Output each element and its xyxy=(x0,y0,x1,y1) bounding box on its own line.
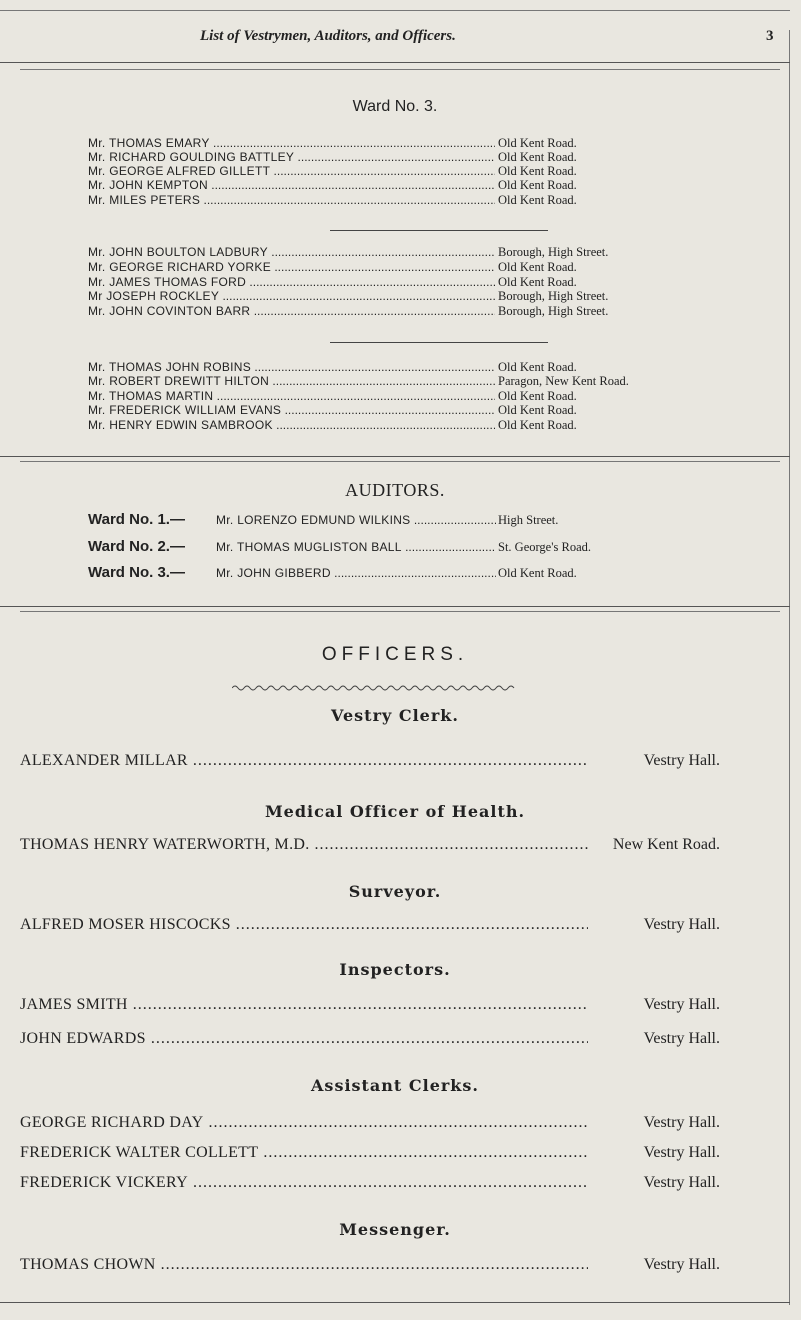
vestryman-name: Mr. JOHN BOULTON LADBURY ..... xyxy=(88,245,495,259)
officer-row xyxy=(20,1144,720,1164)
role-title-inspectors: Inspectors. xyxy=(339,960,451,979)
bottom-rule xyxy=(0,1302,790,1303)
vestryman-name: Mr. MILES PETERS ..... xyxy=(88,193,495,207)
vestryman-name: Mr. FREDERICK WILLIAM EVANS ..... xyxy=(88,403,495,417)
officer-name: THOMAS HENRY WATERWORTH, M.D. ..... xyxy=(20,836,588,854)
vestryman-name: Mr. ROBERT DREWITT HILTON ..... xyxy=(88,374,495,388)
officer-name: GEORGE RICHARD DAY ..... xyxy=(20,1114,588,1132)
officer-address: Vestry Hall. xyxy=(643,1144,720,1161)
page-header xyxy=(0,28,790,52)
wavy-ornament xyxy=(232,684,517,692)
officer-name: JAMES SMITH ..... xyxy=(20,996,588,1014)
header-rule xyxy=(0,62,790,63)
vestryman-name: Mr. GEORGE RICHARD YORKE ..... xyxy=(88,260,495,274)
top-rule xyxy=(0,10,790,11)
auditor-row xyxy=(88,513,708,533)
officer-row xyxy=(20,1174,720,1194)
vestryman-name: Mr. JOHN COVINTON BARR ..... xyxy=(88,304,495,318)
officer-row xyxy=(20,916,720,936)
vestryman-address: Borough, High Street. xyxy=(498,304,609,318)
officer-name: JOHN EDWARDS ..... xyxy=(20,1030,588,1048)
vestryman-address: Old Kent Road. xyxy=(498,418,577,432)
auditor-row xyxy=(88,566,708,586)
officer-address: Vestry Hall. xyxy=(643,1030,720,1047)
page-number: 3 xyxy=(766,28,774,44)
auditor-name: Mr. LORENZO EDMUND WILKINS ..... xyxy=(216,513,496,527)
officer-row xyxy=(20,1030,720,1050)
auditors-title: AUDITORS. xyxy=(345,480,445,500)
vestryman-address: Old Kent Road. xyxy=(498,275,577,289)
officer-name: ALFRED MOSER HISCOCKS ..... xyxy=(20,916,588,934)
vestryman-address: Borough, High Street. xyxy=(498,289,609,303)
vestryman-name: Mr JOSEPH ROCKLEY ..... xyxy=(88,289,495,303)
vestryman-address: Old Kent Road. xyxy=(498,136,577,150)
officer-row xyxy=(20,1114,720,1134)
officer-name: FREDERICK WALTER COLLETT ..... xyxy=(20,1144,588,1162)
vestryman-name: Mr. THOMAS EMARY ..... xyxy=(88,136,495,150)
section-rule-secondary xyxy=(20,611,780,612)
vestryman-address: Old Kent Road. xyxy=(498,178,577,192)
officer-name: FREDERICK VICKERY ..... xyxy=(20,1174,588,1192)
auditor-address: High Street. xyxy=(498,513,559,527)
vestryman-address: Old Kent Road. xyxy=(498,260,577,274)
auditor-name: Mr. THOMAS MUGLISTON BALL ..... xyxy=(216,540,496,554)
officer-name: ALEXANDER MILLAR ..... xyxy=(20,752,588,770)
role-title-surveyor: Surveyor. xyxy=(348,882,442,901)
vestryman-address: Old Kent Road. xyxy=(498,403,577,417)
vestryman-row xyxy=(88,304,708,320)
vestryman-name: Mr. JAMES THOMAS FORD ..... xyxy=(88,275,495,289)
vestryman-address: Old Kent Road. xyxy=(498,360,577,374)
officer-row xyxy=(20,1256,720,1276)
auditor-address: St. George's Road. xyxy=(498,540,591,554)
vestryman-name: Mr. THOMAS MARTIN ..... xyxy=(88,389,495,403)
vestryman-row xyxy=(88,374,708,390)
vestryman-address: Paragon, New Kent Road. xyxy=(498,374,629,388)
ward-title: Ward No. 3. xyxy=(352,98,438,115)
vestryman-address: Old Kent Road. xyxy=(498,193,577,207)
officer-address: Vestry Hall. xyxy=(643,752,720,769)
header-title: List of Vestrymen, Auditors, and Officers. xyxy=(200,28,456,44)
auditor-ward: Ward No. 3.— xyxy=(88,564,185,581)
vestryman-row xyxy=(88,193,708,209)
role-title-medical-officer: Medical Officer of Health. xyxy=(264,802,526,821)
auditor-address: Old Kent Road. xyxy=(498,566,577,580)
vestryman-name: Mr. THOMAS JOHN ROBINS ..... xyxy=(88,360,495,374)
vestryman-name: Mr. JOHN KEMPTON ..... xyxy=(88,178,495,192)
vestryman-address: Borough, High Street. xyxy=(498,245,609,259)
vestryman-row xyxy=(88,403,708,419)
vestryman-row xyxy=(88,289,708,305)
auditor-row xyxy=(88,540,708,560)
header-rule-secondary xyxy=(20,69,780,70)
officer-name: THOMAS CHOWN ..... xyxy=(20,1256,588,1274)
officer-address: Vestry Hall. xyxy=(643,996,720,1013)
vestryman-name: Mr. GEORGE ALFRED GILLETT ..... xyxy=(88,164,495,178)
role-title-messenger: Messenger. xyxy=(339,1220,451,1239)
vestryman-address: Old Kent Road. xyxy=(498,389,577,403)
role-title-assistant-clerks: Assistant Clerks. xyxy=(311,1076,479,1095)
vestryman-address: Old Kent Road. xyxy=(498,150,577,164)
right-border-line xyxy=(789,30,790,1305)
officer-row xyxy=(20,996,720,1016)
auditor-ward: Ward No. 2.— xyxy=(88,538,185,555)
officer-row xyxy=(20,836,720,856)
auditor-name: Mr. JOHN GIBBERD ..... xyxy=(216,566,496,580)
officers-title: OFFICERS. xyxy=(321,644,469,665)
vestryman-row xyxy=(88,178,708,194)
role-title-vestry-clerk: Vestry Clerk. xyxy=(331,706,459,725)
vestryman-name: Mr. HENRY EDWIN SAMBROOK ..... xyxy=(88,418,495,432)
officer-address: Vestry Hall. xyxy=(643,1256,720,1273)
officer-address: Vestry Hall. xyxy=(643,916,720,933)
vestryman-row xyxy=(88,245,708,261)
vestryman-name: Mr. RICHARD GOULDING BATTLEY ..... xyxy=(88,150,495,164)
section-rule-secondary xyxy=(20,461,780,462)
officer-address: Vestry Hall. xyxy=(643,1174,720,1191)
group-divider xyxy=(330,230,548,231)
group-divider xyxy=(330,342,548,343)
auditor-ward: Ward No. 1.— xyxy=(88,511,185,528)
officer-address: New Kent Road. xyxy=(612,836,720,853)
officer-address: Vestry Hall. xyxy=(643,1114,720,1131)
section-rule xyxy=(0,456,790,457)
officer-row xyxy=(20,752,720,772)
vestryman-row xyxy=(88,418,708,434)
vestryman-row xyxy=(88,260,708,276)
section-rule xyxy=(0,606,790,607)
vestryman-address: Old Kent Road. xyxy=(498,164,577,178)
